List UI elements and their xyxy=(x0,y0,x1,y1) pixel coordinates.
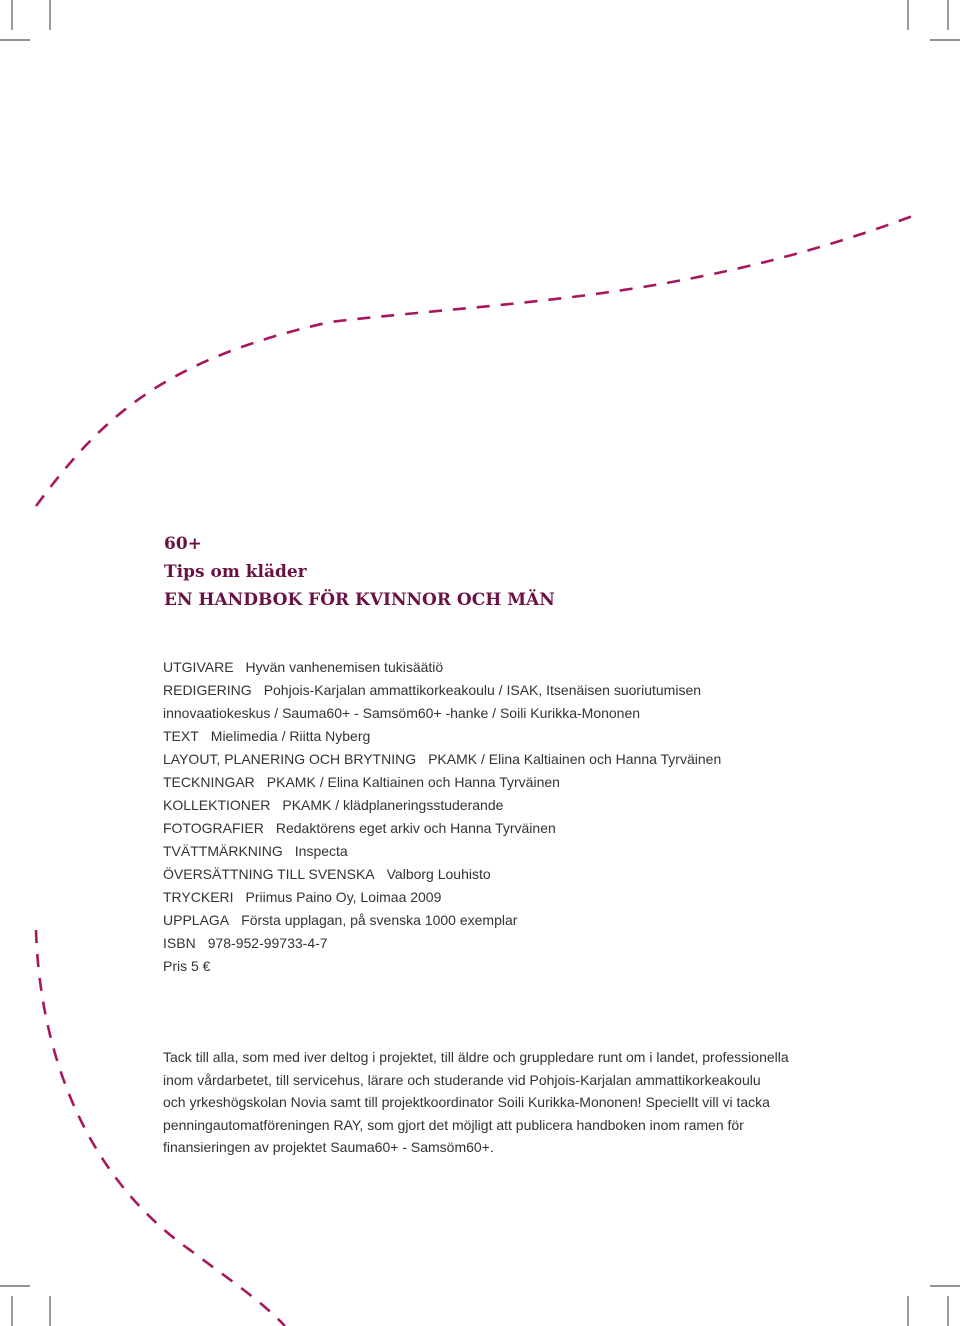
dashed-seam-top xyxy=(36,214,918,506)
title-line-3: EN HANDBOK FÖR KVINNOR OCH MÄN xyxy=(164,590,555,610)
credit-row: KOLLEKTIONER PKAMK / klädplaneringsstuderande xyxy=(163,797,504,813)
credit-row: TRYCKERI Priimus Paino Oy, Loimaa 2009 xyxy=(163,889,442,905)
credit-row: ÖVERSÄTTNING TILL SVENSKA Valborg Louhisto xyxy=(163,866,491,882)
price-row: Pris 5 € xyxy=(163,958,211,974)
acknowledgement-line: inom vårdarbetet, till servicehus, lärare och studerande vid Pohjois-Karjalan ammattikorkeakoulu xyxy=(163,1071,761,1088)
credit-row: LAYOUT, PLANERING OCH BRYTNING PKAMK / Elina Kaltiainen och Hanna Tyrväinen xyxy=(163,751,722,767)
acknowledgement-line: Tack till alla, som med iver deltog i projektet, till äldre och gruppledare runt om i landet, professionella xyxy=(163,1049,789,1065)
acknowledgements xyxy=(163,1046,803,1159)
credit-row: UPPLAGA Första upplagan, på svenska 1000 exemplar xyxy=(163,912,518,928)
credit-row: TEXT Mielimedia / Riitta Nyberg xyxy=(163,728,371,744)
credit-row: ISBN 978-952-99733-4-7 xyxy=(163,935,328,951)
credit-row: UTGIVARE Hyvän vanhenemisen tukisäätiö xyxy=(163,659,444,675)
credit-row: REDIGERING Pohjois-Karjalan ammattikorkeakoulu / ISAK, Itsenäisen suoriutumisen xyxy=(163,682,702,698)
credit-row: FOTOGRAFIER Redaktörens eget arkiv och Hanna Tyrväinen xyxy=(163,820,556,836)
title-line-2: Tips om kläder xyxy=(164,562,307,582)
acknowledgement-line: finansieringen av projektet Sauma60+ - Samsöm60+. xyxy=(163,1139,494,1156)
credit-row: TECKNINGAR PKAMK / Elina Kaltiainen och Hanna Tyrväinen xyxy=(163,774,560,790)
colophon-credits xyxy=(163,656,803,978)
credit-row: TVÄTTMÄRKNING Inspecta xyxy=(163,843,348,859)
title-line-1: 60+ xyxy=(164,534,202,554)
acknowledgement-line: penningautomatföreningen RAY, som gjort det möjligt att publicera handboken inom ramen för xyxy=(163,1116,744,1133)
credit-row: innovaatiokeskus / Sauma60+ - Samsöm60+ -hanke / Soili Kurikka-Mononen xyxy=(163,705,641,721)
acknowledgement-line: och yrkeshögskolan Novia samt till projektkoordinator Soili Kurikka-Mononen! Speciellt vill vi tacka xyxy=(163,1094,770,1111)
book-title xyxy=(164,530,555,614)
